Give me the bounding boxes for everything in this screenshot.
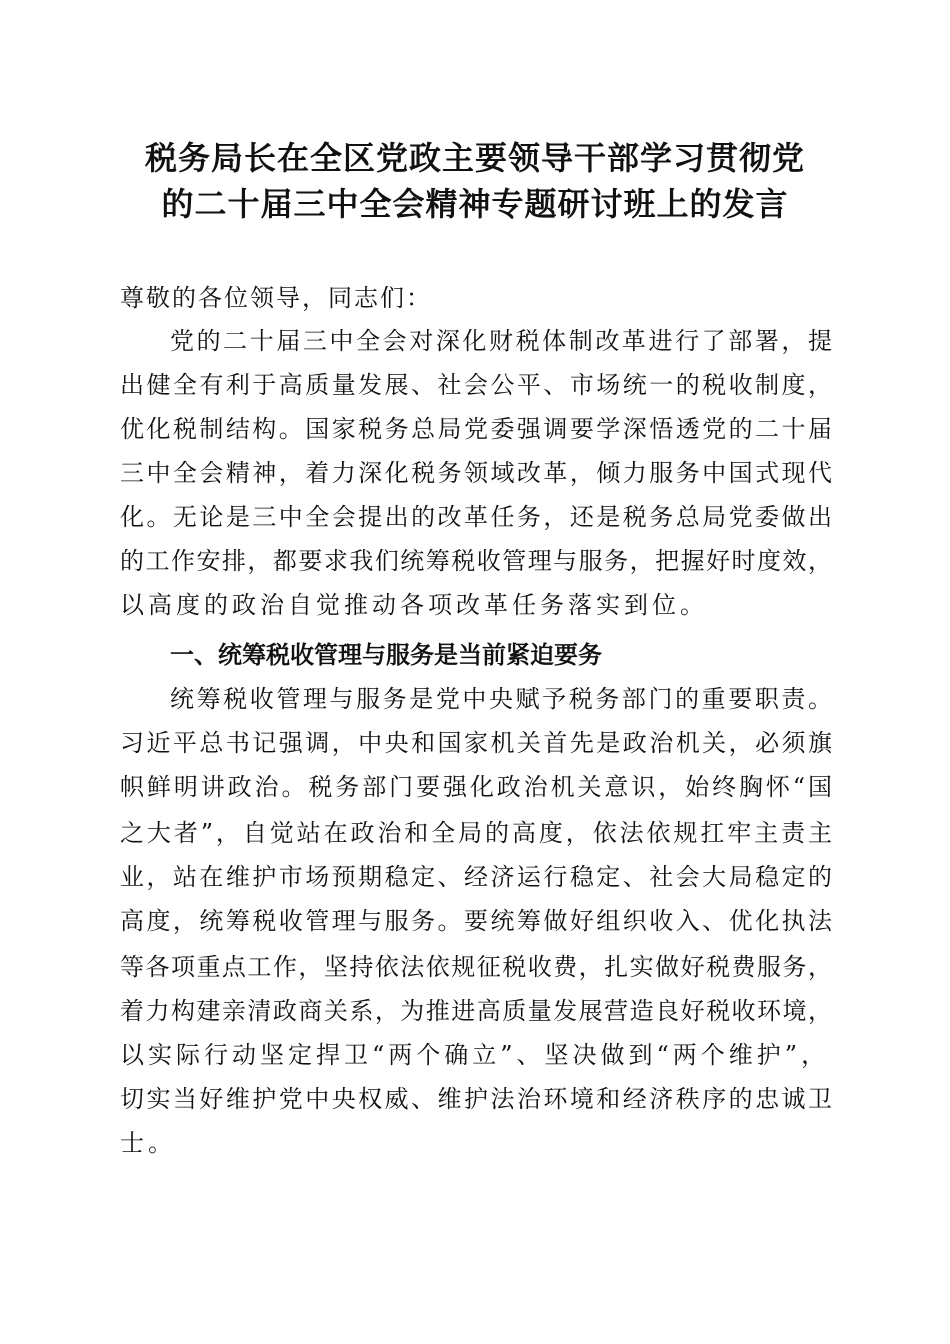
salutation: 尊敬的各位领导，同志们：	[120, 284, 432, 312]
paragraph-2-line-8: 着力构建亲清政商关系，为推进高质量发展营造良好税收环境，	[120, 997, 832, 1025]
paragraph-1-line-5: 化。无论是三中全会提出的改革任务，还是税务总局党委做出	[120, 503, 832, 531]
document-title-line-2: 的二十届三中全会精神专题研讨班上的发言	[161, 185, 789, 223]
paragraph-2-line-5: 业，站在维护市场预期稳定、经济运行稳定、社会大局稳定的	[120, 863, 832, 891]
paragraph-2-line-9: 以实际行动坚定捍卫“两个确立”、坚决做到“两个维护”，	[120, 1041, 830, 1069]
section-1-heading: 一、统筹税收管理与服务是当前紧迫要务	[170, 641, 602, 669]
paragraph-2-line-6: 高度，统筹税收管理与服务。要统筹做好组织收入、优化执法	[120, 907, 832, 935]
paragraph-1-line-1: 党的二十届三中全会对深化财税体制改革进行了部署，提	[170, 327, 832, 355]
paragraph-2-line-7: 等各项重点工作，坚持依法依规征税收费，扎实做好税费服务，	[120, 953, 832, 981]
paragraph-1-line-3: 优化税制结构。国家税务总局党委强调要学深悟透党的二十届	[120, 415, 832, 443]
paragraph-2-line-1: 统筹税收管理与服务是党中央赋予税务部门的重要职责。	[170, 685, 832, 713]
paragraph-2-line-4: 之大者”，自觉站在政治和全局的高度，依法依规扛牢主责主	[120, 819, 832, 847]
paragraph-2-line-11: 士。	[120, 1129, 176, 1157]
paragraph-1-line-2: 出健全有利于高质量发展、社会公平、市场统一的税收制度，	[120, 371, 832, 399]
paragraph-1-line-4: 三中全会精神，着力深化税务领域改革，倾力服务中国式现代	[120, 459, 832, 487]
paragraph-2-line-2: 习近平总书记强调，中央和国家机关首先是政治机关，必须旗	[120, 729, 832, 757]
paragraph-2-line-3: 帜鲜明讲政治。税务部门要强化政治机关意识，始终胸怀“国	[120, 773, 832, 801]
paragraph-1-line-6: 的工作安排，都要求我们统筹税收管理与服务，把握好时度效，	[120, 547, 832, 575]
paragraph-2-line-10: 切实当好维护党中央权威、维护法治环境和经济秩序的忠诚卫	[120, 1085, 832, 1113]
paragraph-1-line-7: 以高度的政治自觉推动各项改革任务落实到位。	[120, 591, 708, 619]
document-title-line-1: 税务局长在全区党政主要领导干部学习贯彻党	[144, 139, 805, 177]
